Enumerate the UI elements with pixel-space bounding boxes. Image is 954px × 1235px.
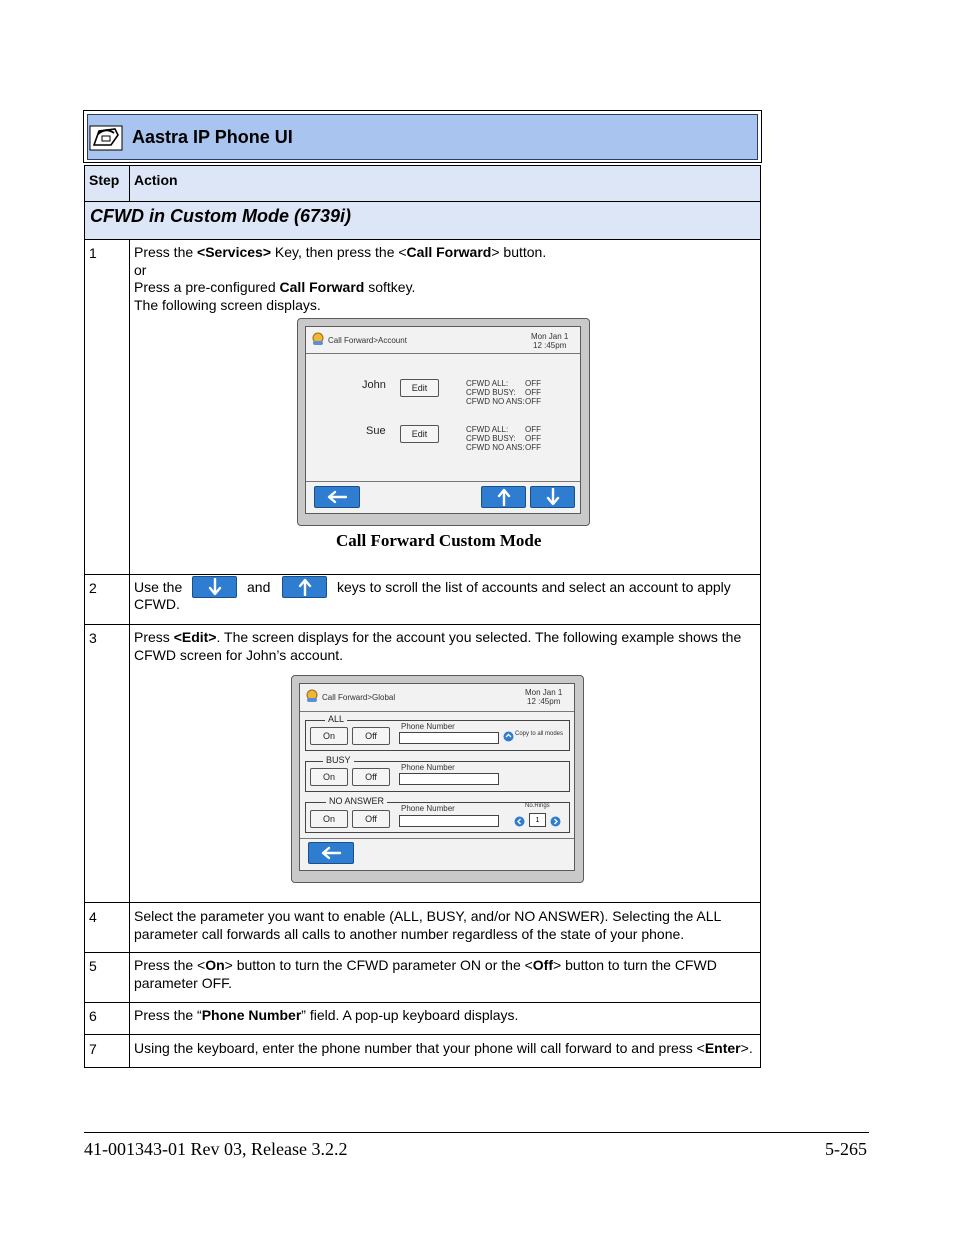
cfwd-status-value: OFF	[525, 388, 541, 397]
softkey-bar	[306, 481, 580, 482]
step-1-text: Press the <Services> Key, then press the <Call Forward> button. or Press a pre-configured Call Forward softkey. The following screen displays.	[134, 244, 547, 313]
cfwd-status-label: CFWD ALL:	[466, 379, 509, 388]
arrow-down-icon	[546, 488, 560, 506]
rings-increase-icon[interactable]	[550, 814, 561, 825]
cfwd-status-label: CFWD ALL:	[466, 425, 509, 434]
arrow-down-icon	[208, 578, 222, 596]
footer-doc-id: 41-001343-01 Rev 03, Release 3.2.2	[84, 1139, 348, 1159]
cfwd-status-value: OFF	[525, 425, 541, 434]
figure-caption: Call Forward Custom Mode	[336, 531, 542, 550]
column-action-header: Action	[134, 172, 178, 188]
back-arrow-button[interactable]	[314, 486, 360, 508]
up-key-inline	[282, 576, 327, 598]
group-label-all: ALL	[325, 714, 347, 724]
softkey-bar	[300, 838, 574, 839]
no-answer-phone-number-input[interactable]	[399, 815, 499, 827]
section-title: CFWD in Custom Mode (6739i)	[90, 206, 352, 226]
screen-date: Mon Jan 1	[525, 688, 563, 697]
step-number: 6	[89, 1008, 97, 1024]
copy-icon[interactable]	[503, 729, 514, 740]
step-2-use-text: Use the	[134, 579, 183, 595]
step-4-text: Select the parameter you want to enable (ALL, BUSY, and/or NO ANSWER). Selecting the ALL parameter call forwards all calls to another number regardless of the state of your phone.	[134, 908, 721, 942]
screen-date: Mon Jan 1	[531, 332, 569, 341]
scroll-up-button[interactable]	[481, 486, 526, 508]
screen-time: 12 :45pm	[527, 697, 561, 706]
cfwd-status-value: OFF	[525, 397, 541, 406]
cfwd-status-label: CFWD BUSY:	[466, 388, 516, 397]
edit-button[interactable]: Edit	[400, 425, 439, 443]
all-off-button[interactable]: Off	[352, 727, 390, 745]
footer-page-number: 5-265	[825, 1139, 867, 1159]
step-6-text: Press the “Phone Number” field. A pop-up keyboard displays.	[134, 1007, 519, 1023]
back-arrow-button[interactable]	[308, 842, 354, 864]
step-number: 4	[89, 909, 97, 925]
step-number: 3	[89, 630, 97, 646]
busy-off-button[interactable]: Off	[352, 768, 390, 786]
step-number: 1	[89, 245, 97, 261]
account-name-john: John	[362, 379, 386, 391]
rings-value	[529, 813, 546, 827]
step-7-text: Using the keyboard, enter the phone number that your phone will call forward to and press <Enter>.	[134, 1040, 753, 1056]
scroll-down-button[interactable]	[530, 486, 575, 508]
account-name-sue: Sue	[366, 425, 386, 437]
phone-number-label: Phone Number	[401, 804, 455, 813]
cfwd-status-value: OFF	[525, 443, 541, 452]
edit-button[interactable]: Edit	[400, 379, 439, 397]
no-answer-on-button[interactable]: On	[310, 810, 348, 828]
screen-title: Call Forward>Account	[328, 336, 407, 345]
column-step-header: Step	[89, 172, 120, 188]
cfwd-status-label: CFWD BUSY:	[466, 434, 516, 443]
screen-title: Call Forward>Global	[322, 693, 396, 702]
header-title: Aastra IP Phone UI	[132, 127, 293, 147]
rings-decrease-icon[interactable]	[514, 814, 525, 825]
arrow-left-icon	[320, 846, 342, 860]
rings-value-text: 1	[535, 816, 540, 824]
step-5-text: Press the <On> button to turn the CFWD parameter ON or the <Off> button to turn the CFWD parameter OFF.	[134, 957, 717, 991]
step-2-cfwd-text: CFWD.	[134, 596, 180, 612]
cfwd-status-label: CFWD NO ANS:	[466, 443, 525, 452]
busy-phone-number-input[interactable]	[399, 773, 499, 785]
all-phone-number-input[interactable]	[399, 732, 499, 744]
group-label-busy: BUSY	[323, 755, 354, 765]
footer-rule	[84, 1132, 869, 1133]
phone-number-label: Phone Number	[401, 763, 455, 772]
step-2-and-text: and	[247, 579, 271, 595]
step-number: 7	[89, 1041, 97, 1057]
down-key-inline	[192, 576, 237, 598]
arrow-up-icon	[497, 488, 511, 506]
cfwd-status-value: OFF	[525, 434, 541, 443]
cfwd-status-label: CFWD NO ANS:	[466, 397, 525, 406]
arrow-up-icon	[298, 578, 312, 596]
busy-on-button[interactable]: On	[310, 768, 348, 786]
call-forward-icon	[305, 689, 319, 703]
copy-to-all-modes-label: Copy to all modes	[515, 731, 564, 737]
rings-label: No.Rings	[525, 803, 550, 809]
cfwd-status-value: OFF	[525, 379, 541, 388]
screen-time: 12 :45pm	[533, 341, 567, 350]
step-number: 5	[89, 958, 97, 974]
no-answer-off-button[interactable]: Off	[352, 810, 390, 828]
table-header-row	[85, 166, 760, 201]
arrow-left-icon	[326, 490, 348, 504]
call-forward-icon	[311, 332, 325, 346]
group-label-no-answer: NO ANSWER	[326, 796, 387, 806]
step-3-text: Press <Edit>. The screen displays for the account you selected. The following example shows the CFWD screen for John’s account.	[134, 629, 742, 663]
step-2-keys-text: keys to scroll the list of accounts and select an account to apply	[337, 579, 731, 595]
all-on-button[interactable]: On	[310, 727, 348, 745]
step-number: 2	[89, 580, 97, 596]
phone-icon	[89, 125, 123, 151]
phone-number-label: Phone Number	[401, 722, 455, 731]
